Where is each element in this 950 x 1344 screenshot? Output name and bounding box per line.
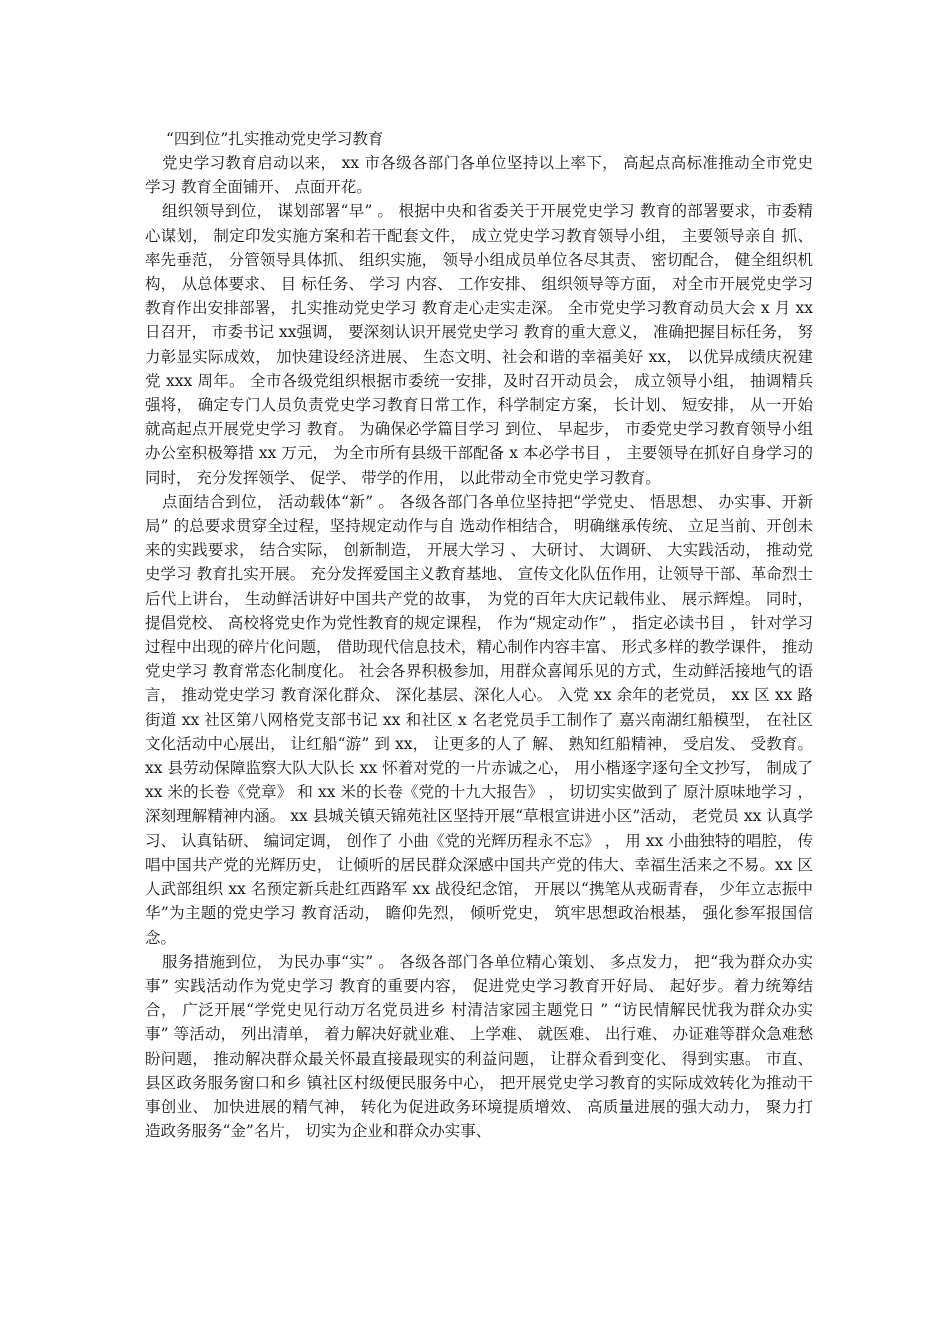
paragraph-service-measures: 服务措施到位， 为民办事“实” 。 各级各部门各单位精心策划、 多点发力， 把“我为群众办实事” 实践活动作为党史学习 教育的重要内容， 促进党史学习教育开好局、 起好步。着力统筹结合， 广泛开展“学党史见行动万名党员进乡 村清洁家园主题党日 ” “访民情解民忧我为群众办实事” 等活动， 列出清单， 着力解决好就业难、 上学难、 就医难、 出行难、 办证难等群众急难愁盼问题， 推动解决群众最关怀最直接最现实的利益问题， 让群众看到变化、 得到实惠。 市直、 县区政务服务窗口和乡 镇社区村级便民服务中心， 把开展党史学习教育的实际成效转化为推动干事创业、 加快进展的精气神， 转化为促进政务环境提质增效、 高质量进展的强大动力， 聚力打造政务服务“金”名片， 切实为企业和群众办实事、 [145,952,813,1141]
document-title: “四到位”扎实推动党史学习教育 [166,130,384,148]
paragraph-intro: 党史学习教育启动以来， xx 市各级各部门各单位坚持以上率下， 高起点高标准推动全市党史学习 教育全面铺开、 点面开花。 [145,154,813,197]
paragraph-activity-carriers: 点面结合到位， 活动载体“新” 。 各级各部门各单位坚持把“学党史、 悟思想、 办实事、开新局” 的总要求贯穿全过程，坚持规定动作与自 选动作相结合， 明确继承传统、 立足当前、开创未来的实践要求， 结合实际， 创新制造， 开展大学习 、 大研讨、 大调研、 大实践活动， 推动党史学习 教育扎实开展。 充分发挥爱国主义教育基地、 宣传文化队伍作用，让领导干部、革命烈士后代上讲台， 生动鲜活讲好中国共产党的故事， 为党的百年大庆记载伟业、 展示辉煌。 同时， 提倡党校、 高校将党史作为党性教育的规定课程， 作为“规定动作” ， 指定必读书目 ， 针对学习过程中出现的碎片化问题， 借助现代信息技术，精心制作内容丰富、 形式多样的教学课件， 推动党史学习 教育常态化制度化。 社会各界积极参加，用群众喜闻乐见的方式，生动鲜活接地气的语言， 推动党史学习 教育深化群众、 深化基层、深化人心。 入党 xx 余年的老党员， xx 区 xx 路街道 xx 社区第八网格党支部书记 xx 和社区 x 名老党员手工制作了 嘉兴南湖红船模型， 在社区文化活动中心展出， 让红船“游” 到 xx， 让更多的人了 解、 熟知红船精神， 受启发、 受教育。 xx 县劳动保障监察大队大队长 xx 怀着对党的一片赤诚之心， 用小楷逐字逐句全文抄写， 制成了 xx 米的长卷《党章》 和 xx 米的长卷《党的十九大报告》 ， 切切实实做到了 原汁原味地学习 ， 深刻理解精神内涵。 xx 县城关镇天锦苑社区坚持开展“草根宣讲进小区”活动， 老党员 xx 认真学习、 认真钻研、 编词定调， 创作了 小曲《党的光辉历程永不忘》 ， 用 xx 小曲独特的唱腔， 传唱中国共产党的光辉历史， 让倾听的居民群众深感中国共产党的伟大、幸福生活来之不易。xx 区人武部组织 xx 名预定新兵赴红西路军 xx 战役纪念馆， 开展以“携笔从戎砺青春， 少年立志振中华”为主题的党史学习 教育活动， 瞻仰先烈， 倾听党史， 筑牢思想政治根基， 强化参军报国信念。 [145,492,814,947]
paragraph-organization-leadership: 组织领导到位， 谋划部署“早” 。 根据中央和省委关于开展党史学习 教育的部署要求，市委精心谋划， 制定印发实施方案和若干配套文件， 成立党史学习教育领导小组， 主要领导亲自 抓、 率先垂范， 分管领导具体抓、 组织实施， 领导小组成员单位各尽其责、 密切配合， 健全组织机构， 从总体要求、 目 标任务、 学习 内容、 工作安排、 组织领导等方面， 对全市开展党史学习教育作出安排部署， 扎实推动党史学习 教育走心走实走深。 全市党史学习教育动员大会 x 月 xx 日召开， 市委书记 xx强调， 要深刻认识开展党史学习 教育的重大意义， 准确把握目标任务， 努力彰显实际成效， 加快建设经济进展、 生态文明、社会和谐的幸福美好 xx， 以优异成绩庆祝建党 xxx 周年。 全市各级党组织根据市委统一安排，及时召开动员会， 成立领导小组， 抽调精兵强将， 确定专门人员负责党史学习教育日常工作，科学制定方案， 长计划、 短安排， 从一开始就高起点开展党史学习 教育。 为确保必学篇目学习 到位、 早起步， 市委党史学习教育领导小组办公室积极筹措 xx 万元， 为全市所有县级干部配备 x 本必学书目 ， 主要领导在抓好自身学习的同时， 充分发挥领学、 促学、 带学的作用， 以此带动全市党史学习教育。 [145,202,813,487]
document-body [145,151,813,1143]
